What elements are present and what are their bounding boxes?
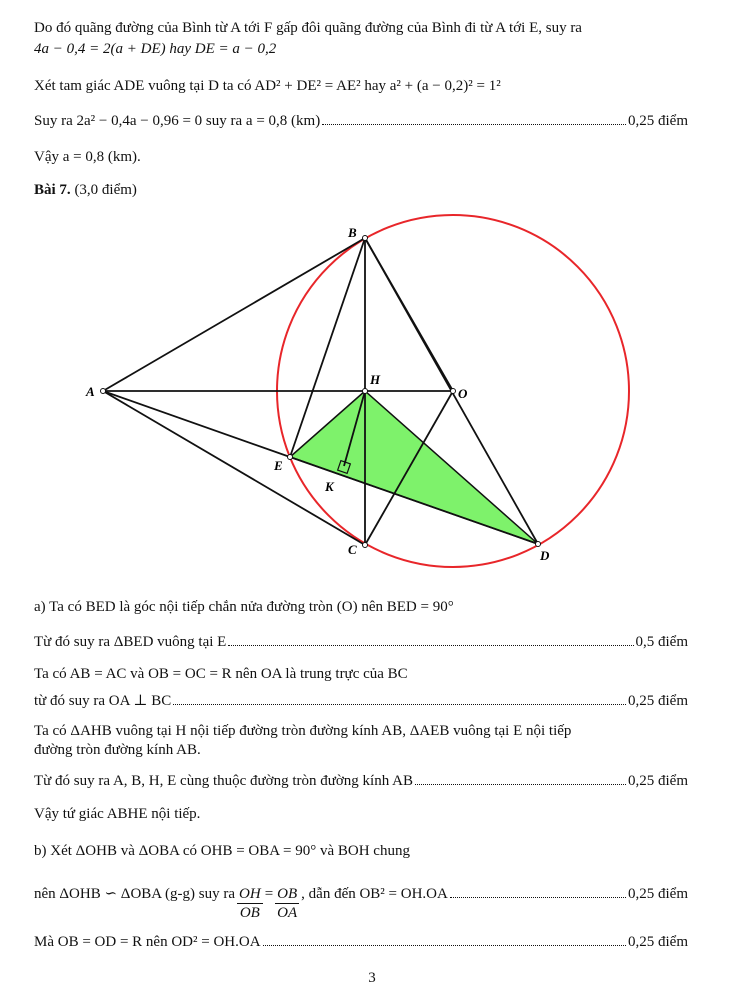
point-a-label: A <box>86 384 95 399</box>
text-line-3: Xét tam giác ADE vuông tại D ta có AD² + DE² = AE² hay a² + (a − 0,2)² = 1² <box>34 78 501 94</box>
point-k-label: K <box>325 479 334 494</box>
text-line-9: Ta có AB = AC và OB = OC = R nên OA là trung trực của BC <box>34 666 408 682</box>
text-line-11: Ta có ΔAHB vuông tại H nội tiếp đường tròn đường kính AB, ΔAEB vuông tại E nội tiếp <box>34 723 572 739</box>
text-line-7: a) Ta có BED là góc nội tiếp chắn nửa đường tròn (O) nên BED = 90° <box>34 599 454 615</box>
exercise-points: (3,0 điểm) <box>74 182 137 198</box>
text-line-1: Do đó quãng đường của Bình từ A tới F gấp đôi quãng đường của Bình đi từ A tới E, suy ra <box>34 20 582 36</box>
text-line-2: 4a − 0,4 = 2(a + DE) hay DE = a − 0,2 <box>34 41 277 57</box>
fraction-oh-ob: $\frac{OH}{OB}$ <box>239 886 261 921</box>
exercise-heading <box>34 180 688 200</box>
text-line-17: Mà OB = OD = R nên OD² = OH.OA 0,25 điểm <box>34 934 688 950</box>
point-e-label: E <box>274 458 283 473</box>
score-label: 0,5 điểm <box>635 634 688 650</box>
triangle-hed <box>290 391 538 544</box>
point-h-label: H <box>370 372 381 387</box>
page-number: 3 <box>368 970 376 986</box>
text-line-8: Từ đó suy ra ΔBED vuông tại E 0,5 điểm <box>34 634 688 650</box>
text-line-4: Suy ra 2a² − 0,4a − 0,96 = 0 suy ra a = 0,8 (km) 0,25 điểm <box>34 113 688 129</box>
score-label: 0,25 điểm <box>628 934 688 950</box>
text-line-12: đường tròn đường kính AB. <box>34 742 201 758</box>
score-label: 0,25 điểm <box>628 773 688 789</box>
text-line-15: b) Xét ΔOHB và ΔOBA có OHB = OBA = 90° và BOH chung <box>34 843 410 859</box>
point-b-label: B <box>348 225 357 240</box>
exercise-label: Bài 7. <box>34 182 71 198</box>
score-label: 0,25 điểm <box>628 113 688 129</box>
score-label: 0,25 điểm <box>628 693 688 709</box>
text-line-16: nên ΔOHB ∽ ΔOBA (g-g) suy ra $\frac{OH}{OB}$ = $\frac{OB}{OA}$ , dẫn đến OB² = OH.OA 0,25 điểm <box>34 876 688 922</box>
point-d-label: D <box>540 548 550 563</box>
fraction-ob-oa: $\frac{OB}{OA}$ <box>277 886 298 921</box>
score-label: 0,25 điểm <box>628 886 688 902</box>
geometry-figure <box>0 205 744 585</box>
point-c-label: C <box>348 542 357 557</box>
text-line-5: Vậy a = 0,8 (km). <box>34 149 141 165</box>
text-line-14: Vậy tứ giác ABHE nội tiếp. <box>34 806 201 822</box>
text-line-13: Từ đó suy ra A, B, H, E cùng thuộc đường tròn đường kính AB 0,25 điểm <box>34 773 688 789</box>
point-o-label: O <box>458 386 468 401</box>
text-line-10: từ đó suy ra OA ⊥ BC 0,25 điểm <box>34 693 688 709</box>
